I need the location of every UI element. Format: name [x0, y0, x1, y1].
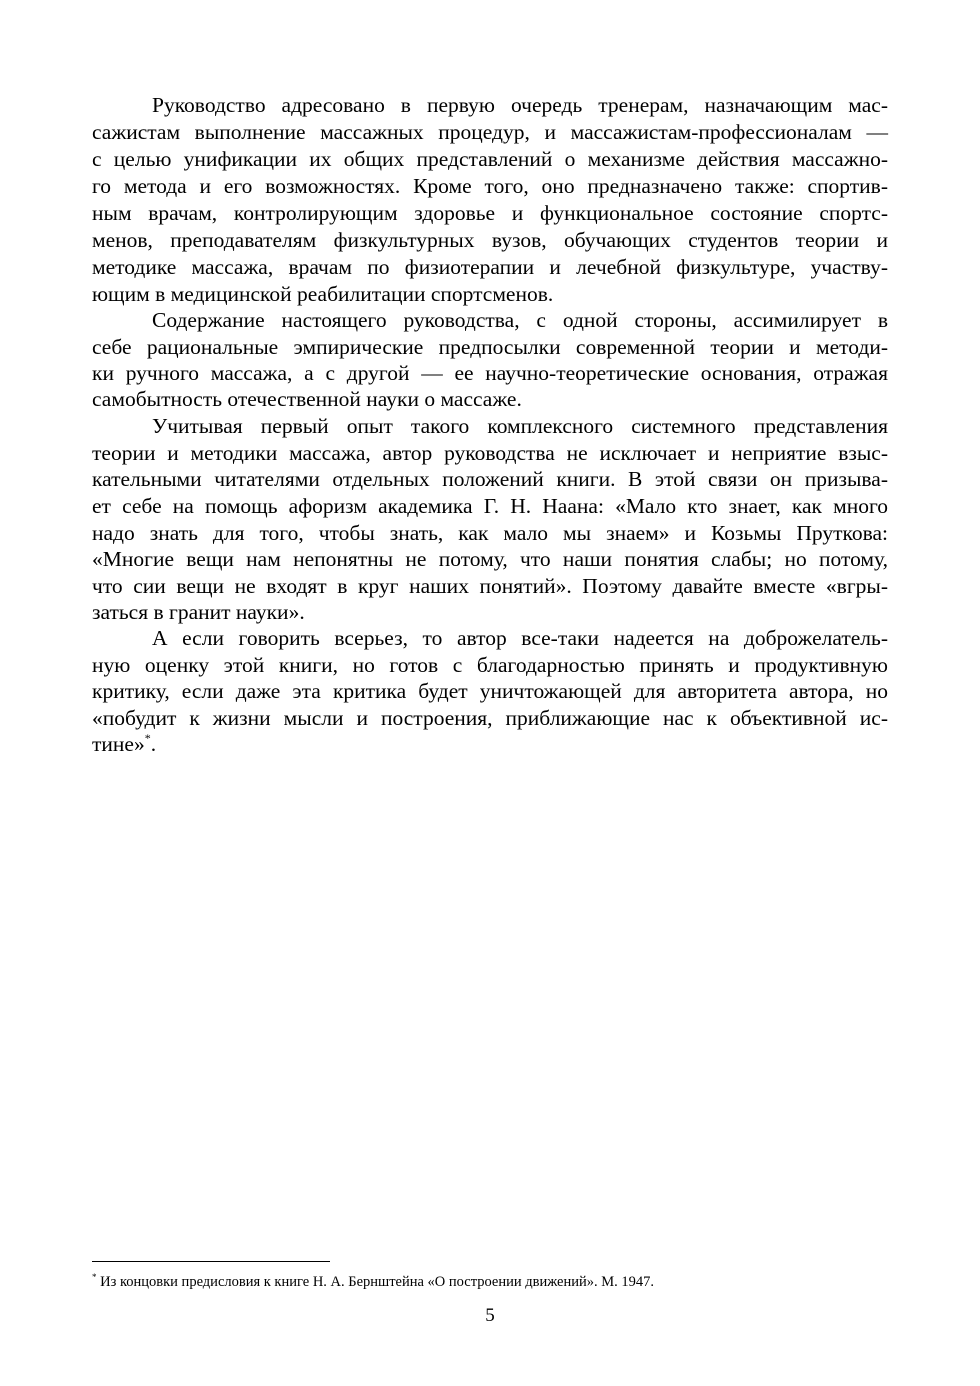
paragraph-3-line-1: Учитывая первый опыт такого комплексного системного представления [152, 414, 888, 438]
paragraph-1-line-2: сажистам выполнение массажных процедур, и массажистам-профессионалам — [92, 120, 888, 144]
footnote-separator [92, 1261, 330, 1262]
footnote-marker: * [92, 1272, 97, 1282]
paragraph-1-line-7: методике массажа, врачам по физиотерапии и лечебной физкультуре, участву- [92, 255, 888, 279]
paragraph-3-line-5: надо знать для того, чтобы знать, как мало мы знаем» и Козьмы Пруткова: [92, 521, 888, 545]
paragraph-4-line-5 [92, 731, 888, 758]
paragraph-4-line-1: А если говорить всерьез, то автор все-таки надеется на доброжелатель- [152, 626, 888, 650]
paragraph-1-line-8: ющим в медицинской реабилитации спортсменов. [92, 282, 554, 306]
paragraph-4-line-5-text: тине» [92, 732, 145, 756]
footnote-text: Из концовки предисловия к книге Н. А. Бернштейна «О построении движений». М. 1947. [100, 1274, 655, 1290]
paragraph-3-line-7: что сии вещи не входят в круг наших понятий». Поэтому давайте вместе «вгры- [92, 574, 888, 598]
paragraph-2-line-1: Содержание настоящего руководства, с одной стороны, ассимилирует в [152, 308, 888, 332]
footnote-reference-marker: * [144, 731, 151, 745]
paragraph-3-line-8: заться в гранит науки». [92, 600, 305, 624]
paragraph-2-line-3: ки ручного массажа, а с другой — ее научно-теоретические основания, отражая [92, 361, 888, 385]
footnote [92, 1273, 888, 1291]
paragraph-4-line-2: ную оценку этой книги, но готов с благодарностью принять и продуктивную [92, 653, 888, 677]
paragraph-3-line-3: кательными читателями отдельных положений книги. В этой связи он призыва- [92, 467, 888, 491]
paragraph-3-line-2: теории и методики массажа, автор руководства не исключает и неприятие взыс- [92, 441, 888, 465]
closing-period: . [150, 732, 157, 756]
page-number: 5 [485, 1305, 495, 1326]
paragraph-1-line-6: менов, преподавателям физкультурных вузов, обучающих студентов теории и [92, 228, 888, 252]
paragraph-2-line-4: самобытность отечественной науки о массаже. [92, 387, 522, 411]
paragraph-4-line-4: «побудит к жизни мысли и построения, приближающие нас к объективной ис- [92, 706, 888, 730]
paragraph-4-line-3: критику, если даже эта критика будет уничтожающей для авторитета автора, но [92, 679, 888, 703]
paragraph-3-line-6: «Многие вещи нам непонятны не потому, что наши понятия слабы; но потому, [92, 547, 888, 571]
paragraph-1-line-5: ным врачам, контролирующим здоровье и функциональное состояние спортс- [92, 201, 888, 225]
paragraph-1-line-3: с целью унификации их общих представлений о механизме действия массажно- [92, 147, 888, 171]
paragraph-2-line-2: себе рациональные эмпирические предпосылки современной теории и методи- [92, 335, 888, 359]
paragraph-1-line-4: го метода и его возможностях. Кроме того, оно предназначено также: спортив- [92, 174, 888, 198]
paragraph-3-line-4: ет себе на помощь афоризм академика Г. Н. Наана: «Мало кто знает, как много [92, 494, 888, 518]
paragraph-1-line-1: Руководство адресовано в первую очередь тренерам, назначающим мас- [152, 93, 888, 117]
